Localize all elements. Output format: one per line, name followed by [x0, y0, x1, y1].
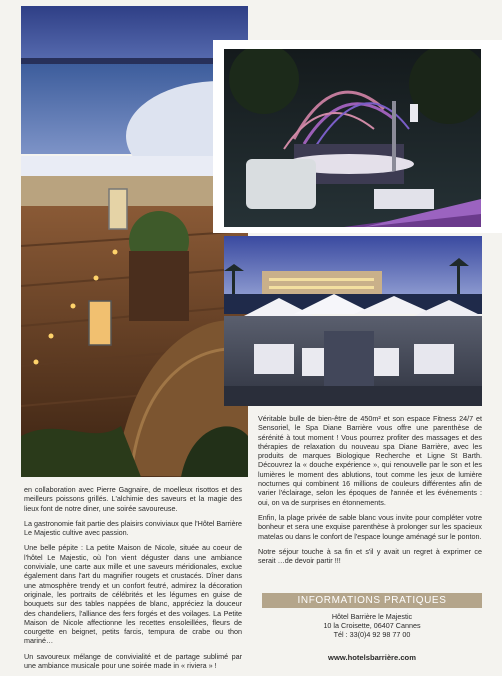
website-link[interactable]: www.hotelsbarrière.com	[328, 653, 416, 662]
photo-beach-lounge	[224, 236, 482, 406]
paragraph: Véritable bulle de bien-être de 450m² et son espace Fitness 24/7 et Sensoriel, le Spa Diane Barrière vous offre une parenthèse de sérénité à tout moment ! Vous pourrez profiter des massages et des thérapies de relaxation du nouveau spa Diane Barrière, avec les produits de marques Biologique Recherche et Ligne St Barth. Découvrez la « douche expérience », qui renouvelle par le son et les lumières le moment des ablutions, tout comme les jeux de lumière nocturnes qui combinent 16 millions de couleurs différentes afin de varier l'éclairage, selon les époques de l'année et les événements : oui, on va de surprises en étonnements.	[258, 414, 482, 507]
left-text-column	[24, 485, 242, 676]
hotel-street: 10 la Croisette, 06407 Cannes	[323, 621, 421, 631]
paragraph: Enfin, la plage privée de sable blanc vous invite pour compléter votre bonheur et sera une exquise parenthèse à prolonger sur les spacieux matelas ou dans le confort de l'espace lounge aménagé sur le ponton.	[258, 512, 482, 541]
paragraph: La gastronomie fait partie des plaisirs conviviaux que l'Hôtel Barrière Le Majestic cultive avec passion.	[24, 518, 242, 538]
paragraph: en collaboration avec Pierre Gagnaire, de moelleux risottos et des meilleurs poissons grillés. L'alchimie des saveurs et la magie des lieux font de notre diner, une soirée savoureuse.	[24, 485, 242, 513]
info-heading-banner: INFORMATIONS PRATIQUES	[262, 593, 482, 608]
hotel-address	[262, 612, 482, 640]
paragraph: Un savoureux mélange de convivialité et de partage sublimé par une ambiance musicale pour une soirée made in « riviera » !	[24, 651, 242, 671]
right-text-column	[258, 414, 482, 571]
hotel-name: Hôtel Barrière le Majestic	[331, 612, 413, 621]
hotel-phone: Tél : 33(0)4 92 98 77 00	[333, 630, 411, 640]
paragraph: Une belle pépite : La petite Maison de Nicole, située au coeur de l'hôtel Le Majestic, où l'on vient déguster dans une ambiance conviviale, une carte aux mille et une saveurs méridionales, exclue également dans l'art du magnifier rougets et crustacés. Dîner dans une atmosphère trendy et un confort feutré, admirez la décoration originale, les portraits de célébrités et les légumes en guise de bouquets sur des tables nappées de blanc, appréciez la douceur des chandeliers, l'alliance des fers forgés et des voilages. La Petite Maison de Nicole affectionne les recettes ensoleillées, fleurs de courgette en beignet, petits farcis, tempura de crabe ou thon mariné…	[24, 543, 242, 646]
paragraph: Notre séjour touche à sa fin et s'il y avait un regret à exprimer ce serait …de devoir partir !!!	[258, 546, 482, 566]
photo-night-bar	[224, 49, 481, 227]
